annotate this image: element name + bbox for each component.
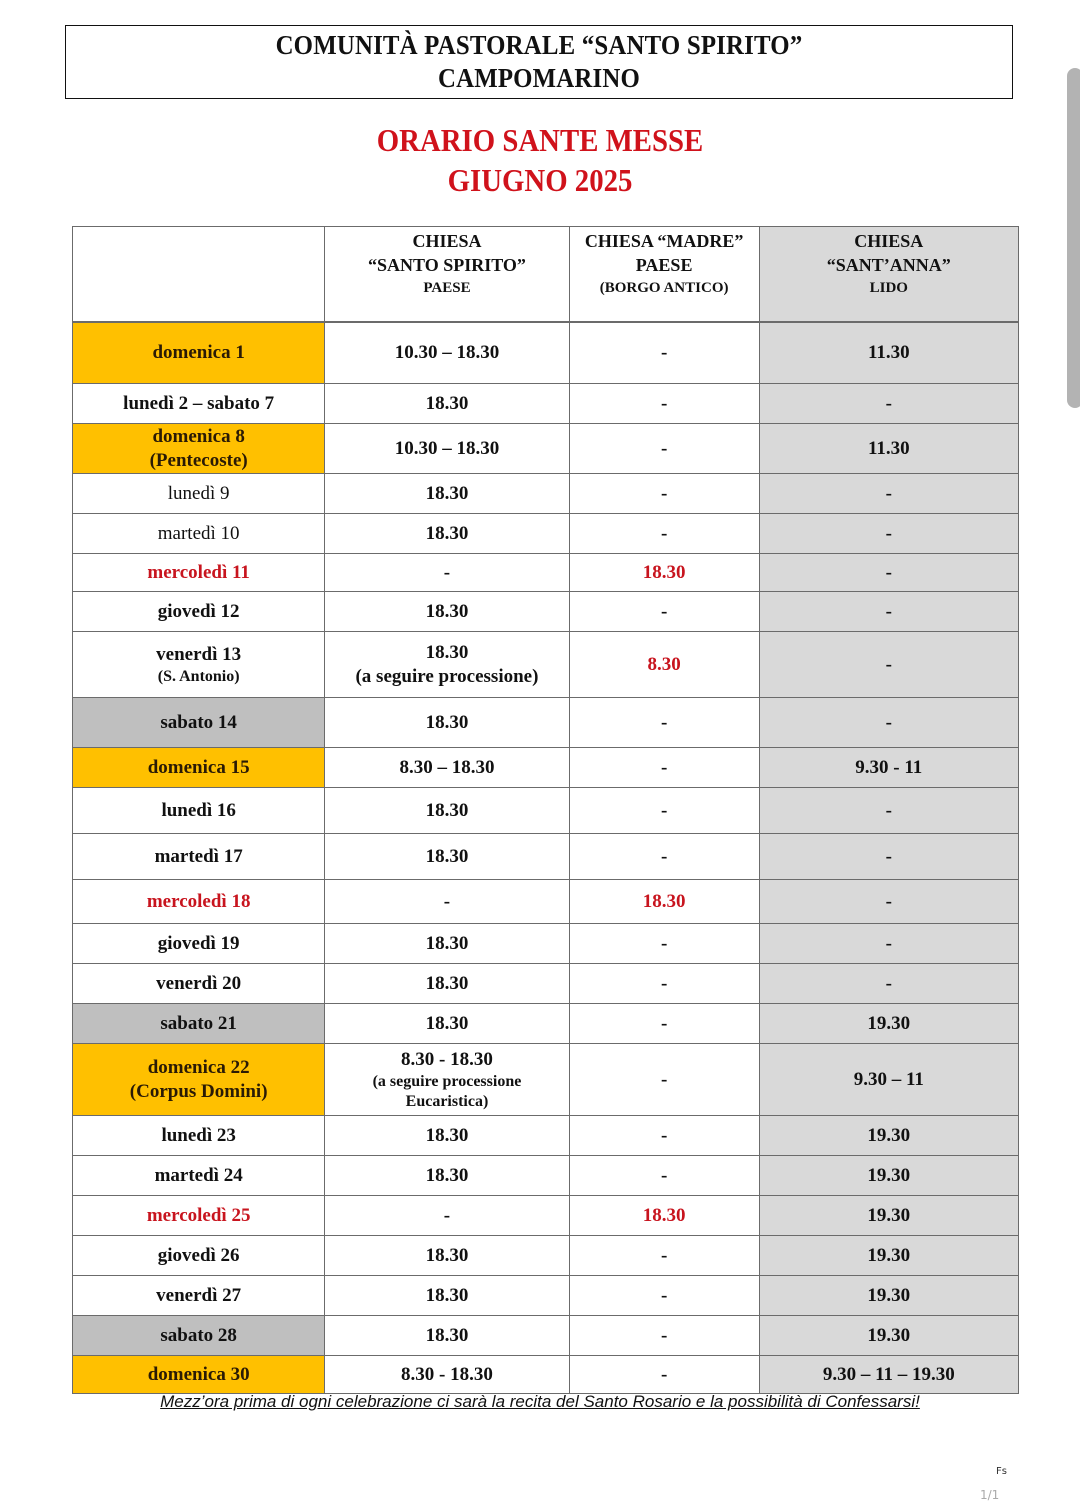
time-value: 18.30 [425, 641, 469, 663]
day-cell [73, 1356, 325, 1394]
time-value: 18.30 [425, 1012, 469, 1034]
table-row [73, 474, 1019, 514]
santanna-time: - [759, 554, 1018, 592]
santanna-time: 19.30 [759, 1196, 1018, 1236]
madre-time: 18.30 [569, 1196, 759, 1236]
madre-time: - [569, 1276, 759, 1316]
santanna-time: - [759, 384, 1018, 424]
day-label: lunedì 2 – sabato 7 [123, 392, 275, 414]
day-cell [73, 834, 325, 880]
header-line: PAESE [423, 280, 471, 296]
madre-time: - [569, 964, 759, 1004]
santo-spirito-time [325, 1356, 569, 1394]
table-row [73, 924, 1019, 964]
day-label: martedì 10 [157, 522, 240, 544]
table-row [73, 1116, 1019, 1156]
time-value: 8.30 - 18.30 [401, 1048, 493, 1070]
santanna-time: - [759, 632, 1018, 698]
madre-time: - [569, 1316, 759, 1356]
day-cell [73, 1044, 325, 1116]
santanna-time: 19.30 [759, 1004, 1018, 1044]
santo-spirito-time [325, 384, 569, 424]
table-row [73, 424, 1019, 474]
table-row [73, 698, 1019, 748]
time-value: 8.30 – 18.30 [399, 756, 495, 778]
santanna-time: 11.30 [759, 322, 1018, 384]
time-value: 18.30 [425, 1324, 469, 1346]
table-row [73, 1356, 1019, 1394]
day-label: sabato 21 [160, 1012, 237, 1034]
santanna-time: 9.30 - 11 [759, 748, 1018, 788]
santanna-time: - [759, 514, 1018, 554]
day-cell [73, 788, 325, 834]
day-cell [73, 1236, 325, 1276]
time-value: 18.30 [425, 1124, 469, 1146]
table-row [73, 1196, 1019, 1236]
day-cell [73, 384, 325, 424]
santo-spirito-time [325, 880, 569, 924]
time-value: 18.30 [425, 711, 469, 733]
day-cell [73, 964, 325, 1004]
santanna-time: 19.30 [759, 1316, 1018, 1356]
santanna-time: - [759, 698, 1018, 748]
table-row [73, 1236, 1019, 1276]
table-row [73, 554, 1019, 592]
madre-time: - [569, 384, 759, 424]
day-cell [73, 1156, 325, 1196]
town-title: CAMPOMARINO [437, 63, 641, 93]
table-row [73, 514, 1019, 554]
table-row [73, 384, 1019, 424]
madre-time: 18.30 [569, 554, 759, 592]
header-madre [569, 227, 759, 322]
day-label: venerdì 13 [156, 643, 242, 665]
time-value: 18.30 [425, 1164, 469, 1186]
santo-spirito-time [325, 1316, 569, 1356]
day-label: domenica 1 [152, 341, 245, 363]
table-row [73, 1044, 1019, 1116]
santo-spirito-time [325, 698, 569, 748]
santo-spirito-time [325, 322, 569, 384]
day-label: mercoledì 11 [147, 561, 250, 583]
day-cell [73, 1116, 325, 1156]
table-row [73, 880, 1019, 924]
table-row [73, 1316, 1019, 1356]
santanna-time: 19.30 [759, 1116, 1018, 1156]
santanna-time: 9.30 – 11 – 19.30 [759, 1356, 1018, 1394]
day-cell [73, 748, 325, 788]
santo-spirito-time [325, 1236, 569, 1276]
madre-time: - [569, 834, 759, 880]
mass-schedule-table [72, 226, 1019, 1394]
day-cell [73, 698, 325, 748]
santo-spirito-time [325, 1276, 569, 1316]
santo-spirito-time [325, 1044, 569, 1116]
madre-time: - [569, 514, 759, 554]
santanna-time: 9.30 – 11 [759, 1044, 1018, 1116]
day-note: (Pentecoste) [149, 449, 248, 471]
time-value: 18.30 [425, 932, 469, 954]
santanna-time: - [759, 880, 1018, 924]
santo-spirito-time [325, 788, 569, 834]
madre-time: - [569, 1116, 759, 1156]
day-label: mercoledì 18 [146, 890, 251, 912]
santanna-time: 19.30 [759, 1276, 1018, 1316]
day-cell [73, 924, 325, 964]
schedule-title-line2: GIUGNO 2025 [447, 162, 633, 198]
table-row [73, 322, 1019, 384]
time-value: 18.30 [425, 600, 469, 622]
header-cell-empty [73, 227, 325, 322]
santanna-time: - [759, 788, 1018, 834]
day-label: giovedì 19 [157, 932, 240, 954]
time-value: 8.30 - 18.30 [401, 1363, 493, 1385]
day-cell [73, 474, 325, 514]
santo-spirito-time [325, 632, 569, 698]
madre-time: - [569, 788, 759, 834]
day-label: giovedì 26 [157, 1244, 240, 1266]
day-label: martedì 24 [154, 1164, 243, 1186]
day-cell [73, 592, 325, 632]
santo-spirito-time [325, 424, 569, 474]
santo-spirito-time [325, 474, 569, 514]
day-cell [73, 1004, 325, 1044]
time-value: 18.30 [425, 482, 469, 504]
day-note: (Corpus Domini) [129, 1080, 268, 1102]
day-note: (S. Antonio) [157, 667, 240, 685]
scrollbar-thumb[interactable] [1067, 68, 1080, 408]
header-line: CHIESA “MADRE” [584, 231, 744, 251]
day-cell [73, 880, 325, 924]
madre-time: - [569, 1004, 759, 1044]
day-label: lunedì 9 [167, 482, 230, 504]
time-value: 18.30 [425, 799, 469, 821]
madre-time: - [569, 924, 759, 964]
madre-time: - [569, 592, 759, 632]
day-label: domenica 22 [147, 1056, 250, 1078]
santo-spirito-time [325, 554, 569, 592]
madre-time: - [569, 748, 759, 788]
schedule-title [0, 120, 1080, 200]
santo-spirito-time [325, 924, 569, 964]
day-cell [73, 632, 325, 698]
table-row [73, 1004, 1019, 1044]
table-header-row [73, 227, 1019, 322]
table-row [73, 632, 1019, 698]
santo-spirito-time [325, 1196, 569, 1236]
table-row [73, 1276, 1019, 1316]
table-row [73, 964, 1019, 1004]
madre-time: - [569, 322, 759, 384]
time-value: - [443, 561, 451, 583]
day-label: venerdì 27 [156, 1284, 242, 1306]
madre-time: 8.30 [569, 632, 759, 698]
santanna-time: 11.30 [759, 424, 1018, 474]
time-value: - [443, 1204, 451, 1226]
header-line: LIDO [869, 280, 908, 296]
time-value: 18.30 [425, 392, 469, 414]
santanna-time: - [759, 924, 1018, 964]
santanna-time: 19.30 [759, 1156, 1018, 1196]
header-santo-spirito [325, 227, 569, 322]
document-title-box [65, 25, 1013, 99]
madre-time: - [569, 698, 759, 748]
header-line: CHIESA [412, 231, 482, 251]
table-row [73, 1156, 1019, 1196]
header-line: (BORGO ANTICO) [599, 280, 729, 296]
santo-spirito-time [325, 748, 569, 788]
day-label: sabato 14 [160, 711, 237, 733]
madre-time: - [569, 474, 759, 514]
day-label: lunedì 16 [161, 799, 236, 821]
time-value: 10.30 – 18.30 [394, 437, 500, 459]
day-label: domenica 15 [147, 756, 250, 778]
header-santanna [759, 227, 1018, 322]
santo-spirito-time [325, 1116, 569, 1156]
table-row [73, 748, 1019, 788]
table-row [73, 834, 1019, 880]
madre-time: - [569, 1044, 759, 1116]
madre-time: - [569, 424, 759, 474]
header-line: CHIESA [854, 231, 924, 251]
time-value: 18.30 [425, 1244, 469, 1266]
day-label: domenica 30 [147, 1363, 250, 1385]
time-value: 18.30 [425, 845, 469, 867]
day-label: venerdì 20 [156, 972, 242, 994]
day-cell [73, 514, 325, 554]
santo-spirito-time [325, 1004, 569, 1044]
day-cell [73, 322, 325, 384]
header-line: PAESE [635, 255, 693, 275]
time-note: (a seguire processione) [355, 665, 539, 687]
santanna-time: - [759, 474, 1018, 514]
madre-time: - [569, 1236, 759, 1276]
day-label: martedì 17 [154, 845, 243, 867]
day-label: giovedì 12 [157, 600, 240, 622]
page-indicator: 1/1 [980, 1488, 1000, 1502]
table-row [73, 592, 1019, 632]
table-row [73, 788, 1019, 834]
madre-time: - [569, 1156, 759, 1196]
time-value: 18.30 [425, 522, 469, 544]
santanna-time: - [759, 592, 1018, 632]
day-label: domenica 8 [152, 425, 245, 447]
santo-spirito-time [325, 1156, 569, 1196]
day-cell [73, 1276, 325, 1316]
santo-spirito-time [325, 834, 569, 880]
santanna-time: - [759, 834, 1018, 880]
header-line: “SANTO SPIRITO” [368, 255, 526, 275]
time-value: - [443, 890, 451, 912]
day-cell [73, 1196, 325, 1236]
santo-spirito-time [325, 964, 569, 1004]
day-label: mercoledì 25 [146, 1204, 251, 1226]
schedule-title-line1: ORARIO SANTE MESSE [376, 122, 704, 158]
day-cell [73, 424, 325, 474]
madre-time: - [569, 1356, 759, 1394]
santanna-time: - [759, 964, 1018, 1004]
day-label: lunedì 23 [161, 1124, 236, 1146]
time-note: (a seguire processione Eucaristica) [372, 1072, 522, 1110]
time-value: 10.30 – 18.30 [394, 341, 500, 363]
time-value: 18.30 [425, 972, 469, 994]
corner-label: Fs [996, 1466, 1007, 1477]
day-cell [73, 554, 325, 592]
day-label: sabato 28 [160, 1324, 237, 1346]
community-title: COMUNITÀ PASTORALE “SANTO SPIRITO” [275, 30, 803, 60]
madre-time: 18.30 [569, 880, 759, 924]
header-line: “SANT’ANNA” [826, 255, 951, 275]
footnote: Mezz’ora prima di ogni celebrazione ci sarà la recita del Santo Rosario e la possibilità di Confessarsi! [160, 1392, 920, 1411]
santo-spirito-time [325, 592, 569, 632]
time-value: 18.30 [425, 1284, 469, 1306]
day-cell [73, 1316, 325, 1356]
santo-spirito-time [325, 514, 569, 554]
santanna-time: 19.30 [759, 1236, 1018, 1276]
